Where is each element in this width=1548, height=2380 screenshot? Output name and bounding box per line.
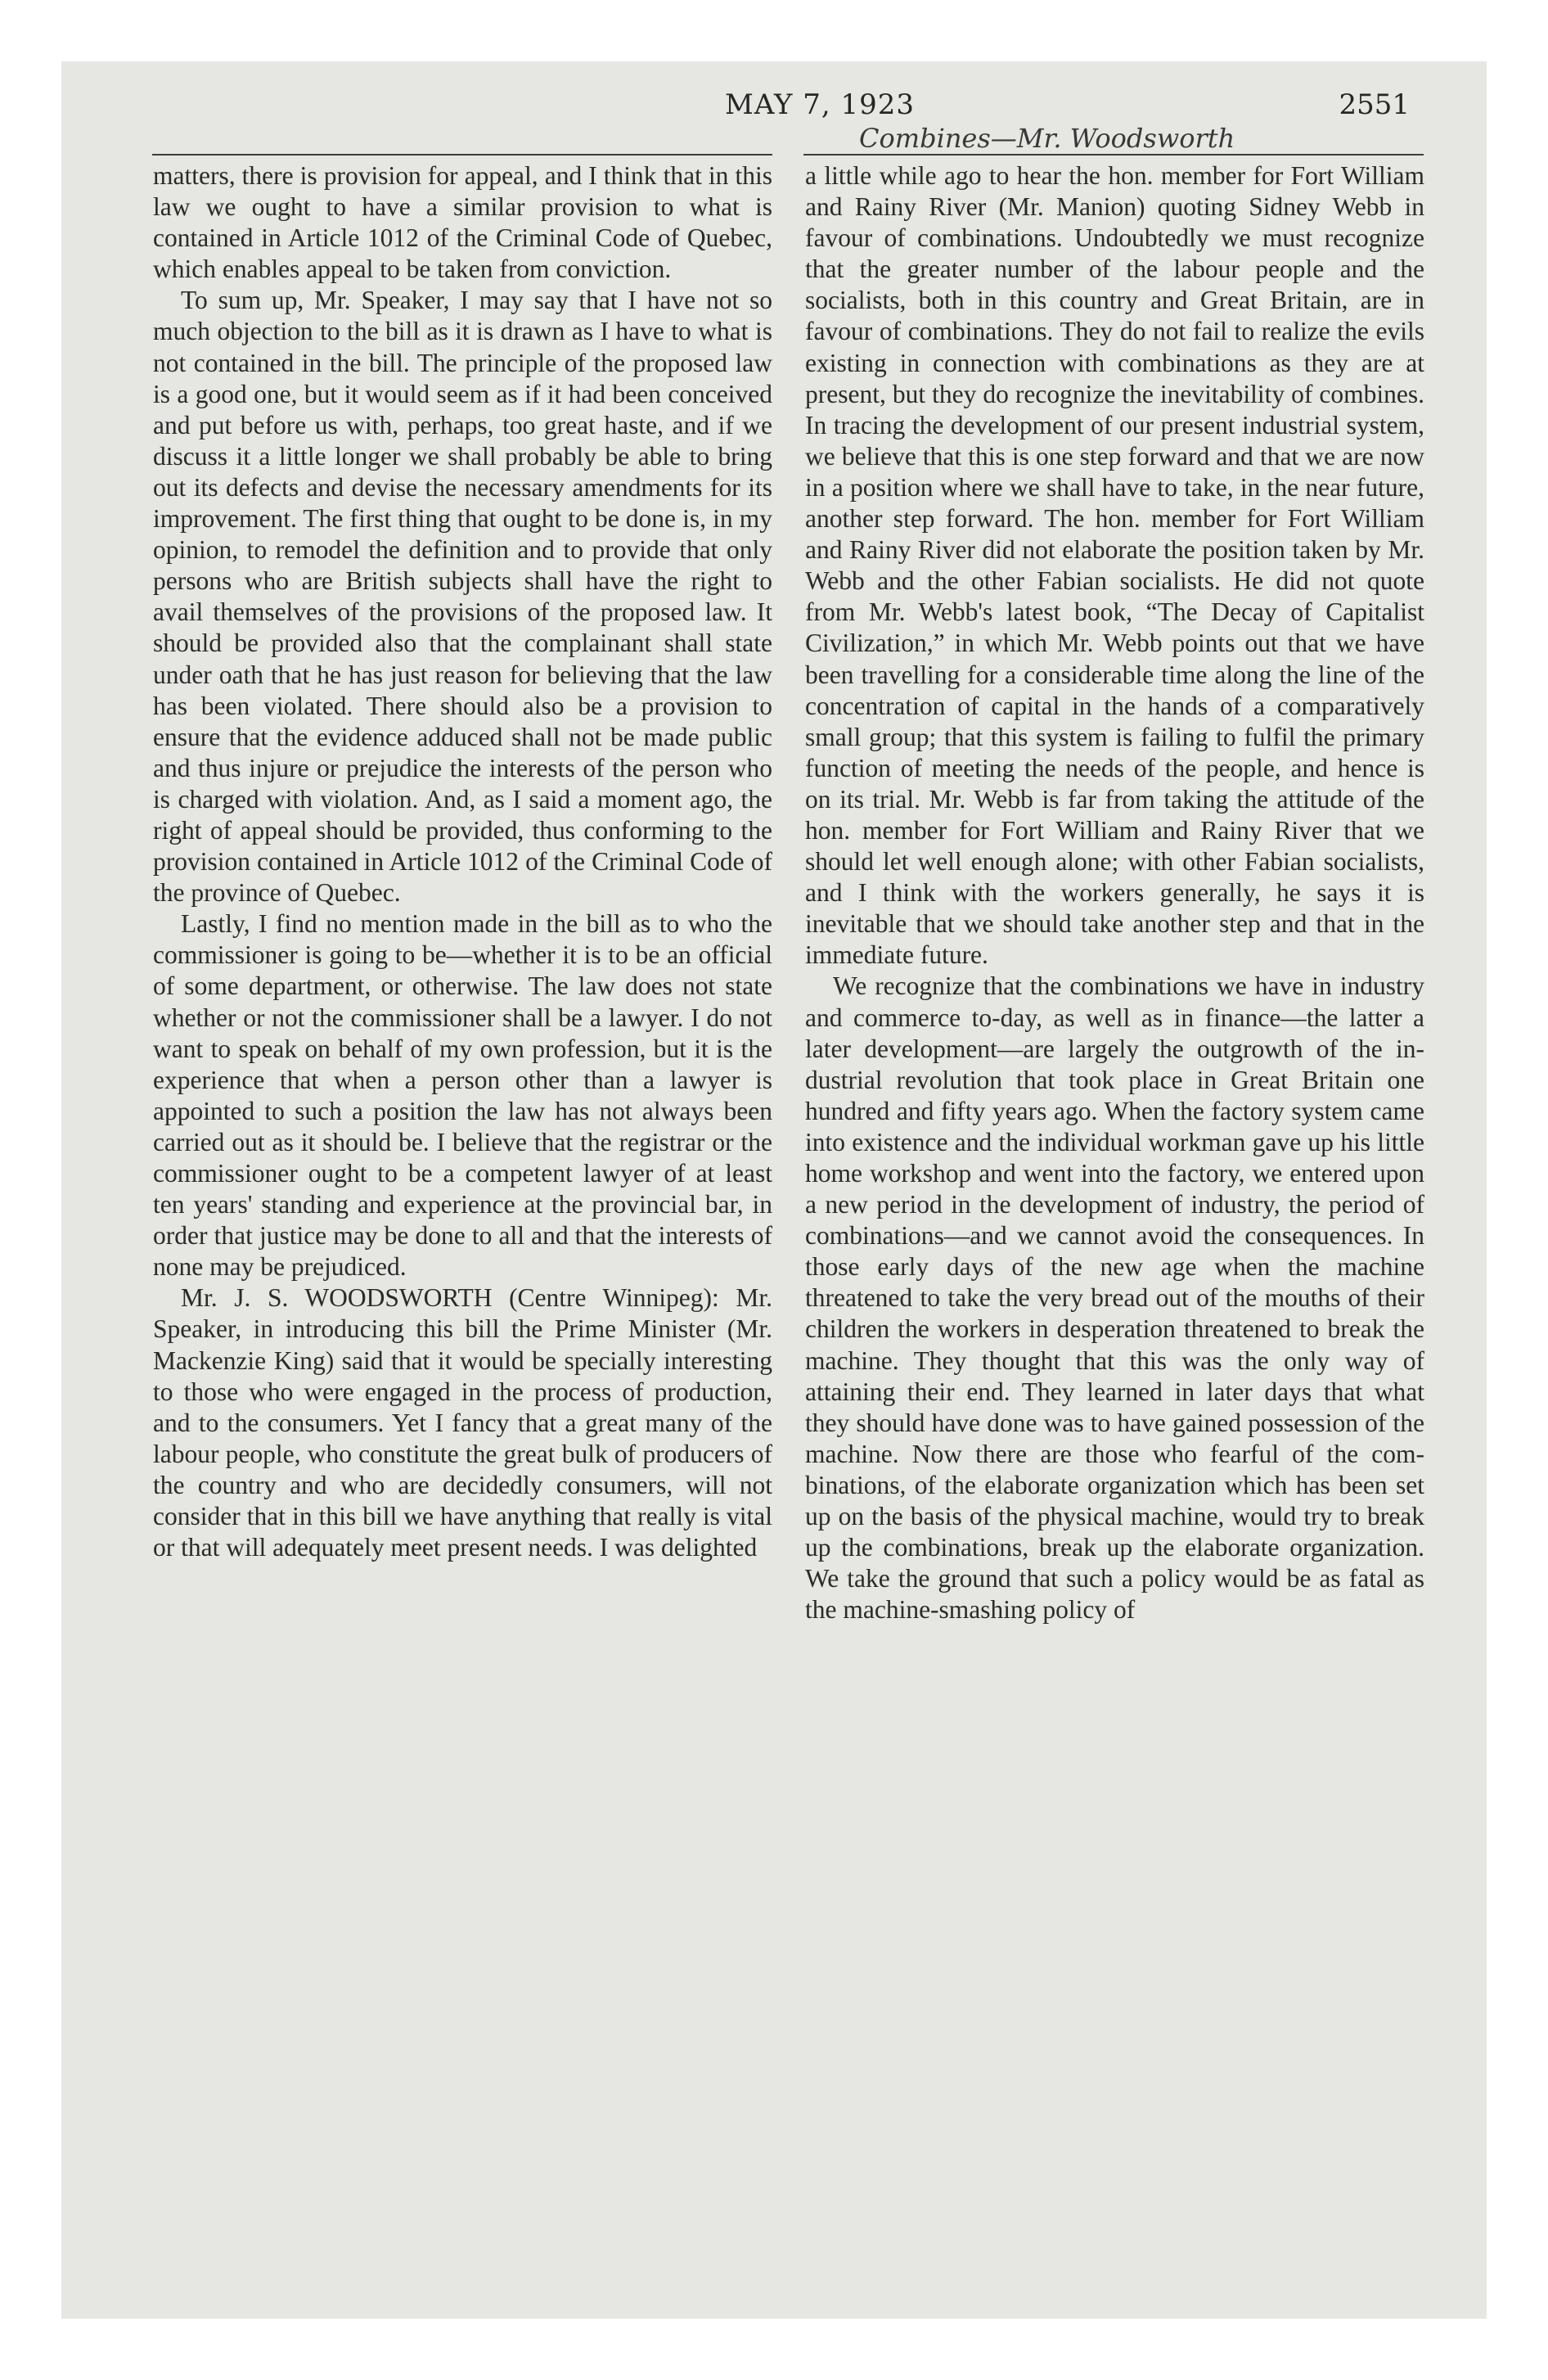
paragraph: a little while ago to hear the hon. member for Fort William and Rainy River (Mr. Manion) quoting Sidney Webb in favour of combinations. Undoubtedly we must recognize that the greater number of the labour people and the socialists, both in this country and Great Britain, are in favour of combinations. They do not fail to realize the evils existing in connection with combinations as they are at present, but they do recognize the inevitability of combines. In tracing the development of our present industrial system, we believe that this is one step forward and that we are now in a position where we shall have to take, in the near future, another step forward. The hon. member for Fort William and Rainy River did not elaborate the position taken by Mr. Webb and the other Fabian socialists. He did not quote from Mr. Webb's latest book, “The Decay of Capitalist Civilization,” in which Mr. Webb points out that we have been travelling for a considerable time along the line of the concentration of capital in the hands of a comparatively small group; that this system is failing to fulfil the primary function of meeting the needs of the people, and hence is on its trial. Mr. Webb is far from taking the attitude of the hon. member for Fort William and Rainy River that we should let well enough alone; with other Fabian socialists, and I think with the workers generally, he says it is inevitable that we should take another step and that in the immediate future.: [805, 161, 1424, 970]
paragraph: We recognize that the combinations we have in industry and commerce to-day, as well as in finance—the latter a later development—are largely the outgrowth of the industrial revolution that took place in Great Britain one hundred and fifty years ago. When the factory system came into existence and the individual workman gave up his little home workshop and went into the factory, we entered upon a new period in the development of industry, the period of combinations—and we cannot avoid the consequences. In those early days of the new age when the machine threatened to take the very bread out of the mouths of their children the workers in desperation threatened to break the machine. They thought that this was the only way of attaining their end. They learned in later days that what they should have done was to have gained possession of the machine. Now there are those who fearful of the combinations, of the elaborate organization which has been set up on the basis of the physical machine, would try to break up the combinations, break up the elaborate organization. We take the ground that such a policy would be as fatal as the machine-smashing policy of: [805, 971, 1424, 1625]
paragraph: To sum up, Mr. Speaker, I may say that I have not so much objection to the bill as it is drawn as I have to what is not contained in the bill. The principle of the proposed law is a good one, but it would seem as if it had been conceived and put before us with, perhaps, too great haste, and if we discuss it a little longer we shall probably be able to bring out its defects and devise the necessary amendments for its improvement. The first thing that ought to be done is, in my opinion, to remodel the definition and to provide that only persons who are British subjects shall have the right to avail themselves of the provisions of the proposed law. It should be provided also that the complainant shall state under oath that he has just reason for believing that the law has been violated. There should also be a provision to ensure that the evidence adduced shall not be made public and thus injure or prejudice the interests of the person who is charged with violation. And, as I said a moment ago, the right of appeal should be provided, thus conforming to the provision contained in Article 1012 of the Criminal Code of the province of Quebec.: [153, 286, 772, 908]
paragraph: matters, there is provision for appeal, and I think that in this law we ought to have a similar provision to what is contained in Article 1012 of the Criminal Code of Quebec, which enables appeal to be taken from conviction.: [153, 161, 772, 284]
paragraph: Mr. J. S. WOODSWORTH (Centre Winnipeg): Mr. Speaker, in introducing this bill the Prime Minister (Mr. Mackenzie King) said that it would be specially interesting to those who were engaged in the process of production, and to the consumers. Yet I fancy that a great many of the labour people, who constitute the great bulk of producers of the country and who are decidedly consumers, will not consider that in this bill we have anything that really is vital or that will adequately meet present needs. I was delighted: [153, 1283, 772, 1562]
header-rule-left: [152, 154, 772, 156]
paragraph: Lastly, I find no mention made in the bill as to who the commissioner is going to be—whether it is to be an official of some department, or otherwise. The law does not state whether or not the commissioner shall be a lawyer. I do not want to speak on behalf of my own profession, but it is the experience that when a person other than a lawyer is appointed to such a position the law has not always been carried out as it should be. I believe that the registrar or the commissioner ought to be a competent lawyer of at least ten years' standing and experience at the provincial bar, in order that justice may be done to all and that the interests of none may be prejudiced.: [153, 909, 772, 1282]
page-date: MAY 7, 1923: [725, 88, 916, 121]
left-column: [153, 160, 772, 1563]
right-column: [805, 160, 1424, 1625]
header-rule-right: [803, 154, 1424, 156]
page-number: 2551: [1339, 88, 1410, 121]
running-title: Combines—Mr. Woodsworth: [859, 123, 1235, 154]
